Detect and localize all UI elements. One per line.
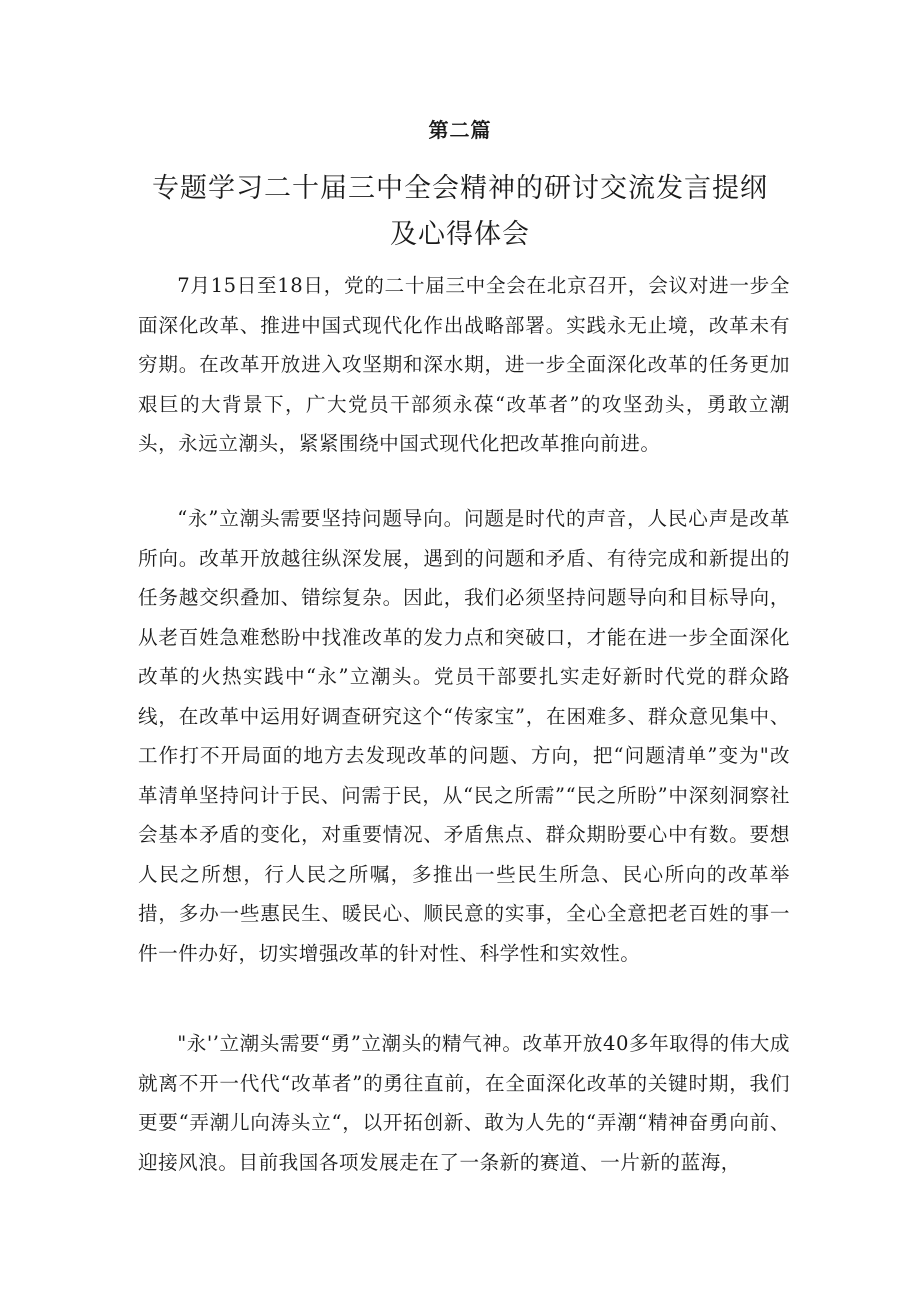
title-line-2: 及心得体会	[390, 219, 530, 250]
paragraph-3: "永'’立潮头需要“勇”立潮头的精气神。改革开放40多年取得的伟大成就离不开一代代“改革者”的勇往直前，在全面深化改革的关键时期，我们更要“弄潮儿向涛头立“，以开拓创新、敢为人先的“弄潮“精神奋勇向前、迎接风浪。目前我国各项发展走在了一条新的赛道、一片新的蓝海，	[138, 1032, 790, 1174]
paragraph-2: “永”立潮头需要坚持问题导向。问题是时代的声音，人民心声是改革所向。改革开放越往纵深发展，遇到的问题和矛盾、有待完成和新提出的任务越交织叠加、错综复杂。因此，我们必须坚持问题导向和目标导向，从老百姓急难愁盼中找准改革的发力点和突破口，才能在进一步全面深化改革的火热实践中“永”立潮头。党员干部要扎实走好新时代党的群众路线，在改革中运用好调查研究这个“传家宝”，在困难多、群众意见集中、工作打不开局面的地方去发现改革的问题、方向，把“问题清单”变为"改革清单坚持问计于民、问需于民，从“民之所需”“民之所盼”中深刻洞察社会基本矛盾的变化，对重要情况、矛盾焦点、群众期盼要心中有数。要想人民之所想，行人民之所嘱，多推出一些民生所急、民心所向的改革举措，多办一些惠民生、暖民心、顺民意的实事，全心全意把老百姓的事一件一件办好，切实增强改革的针对性、科学性和实效性。	[138, 507, 790, 965]
title-line-1: 专题学习二十届三中全会精神的研讨交流发言提纲	[152, 173, 768, 204]
document-title	[130, 166, 790, 258]
section-label: 第二篇	[428, 118, 492, 142]
paragraph-1: 7月15日至18日，党的二十届三中全会在北京召开，会议对进一步全面深化改革、推进中国式现代化作出战略部署。实践永无止境，改革未有穷期。在改革开放进入攻坚期和深水期，进一步全面深化改革的任务更加艰巨的大背景下，广大党员干部须永葆“改革者”的攻坚劲头，勇敢立潮头，永远立潮头，紧紧围绕中国式现代化把改革推向前进。	[138, 274, 790, 455]
